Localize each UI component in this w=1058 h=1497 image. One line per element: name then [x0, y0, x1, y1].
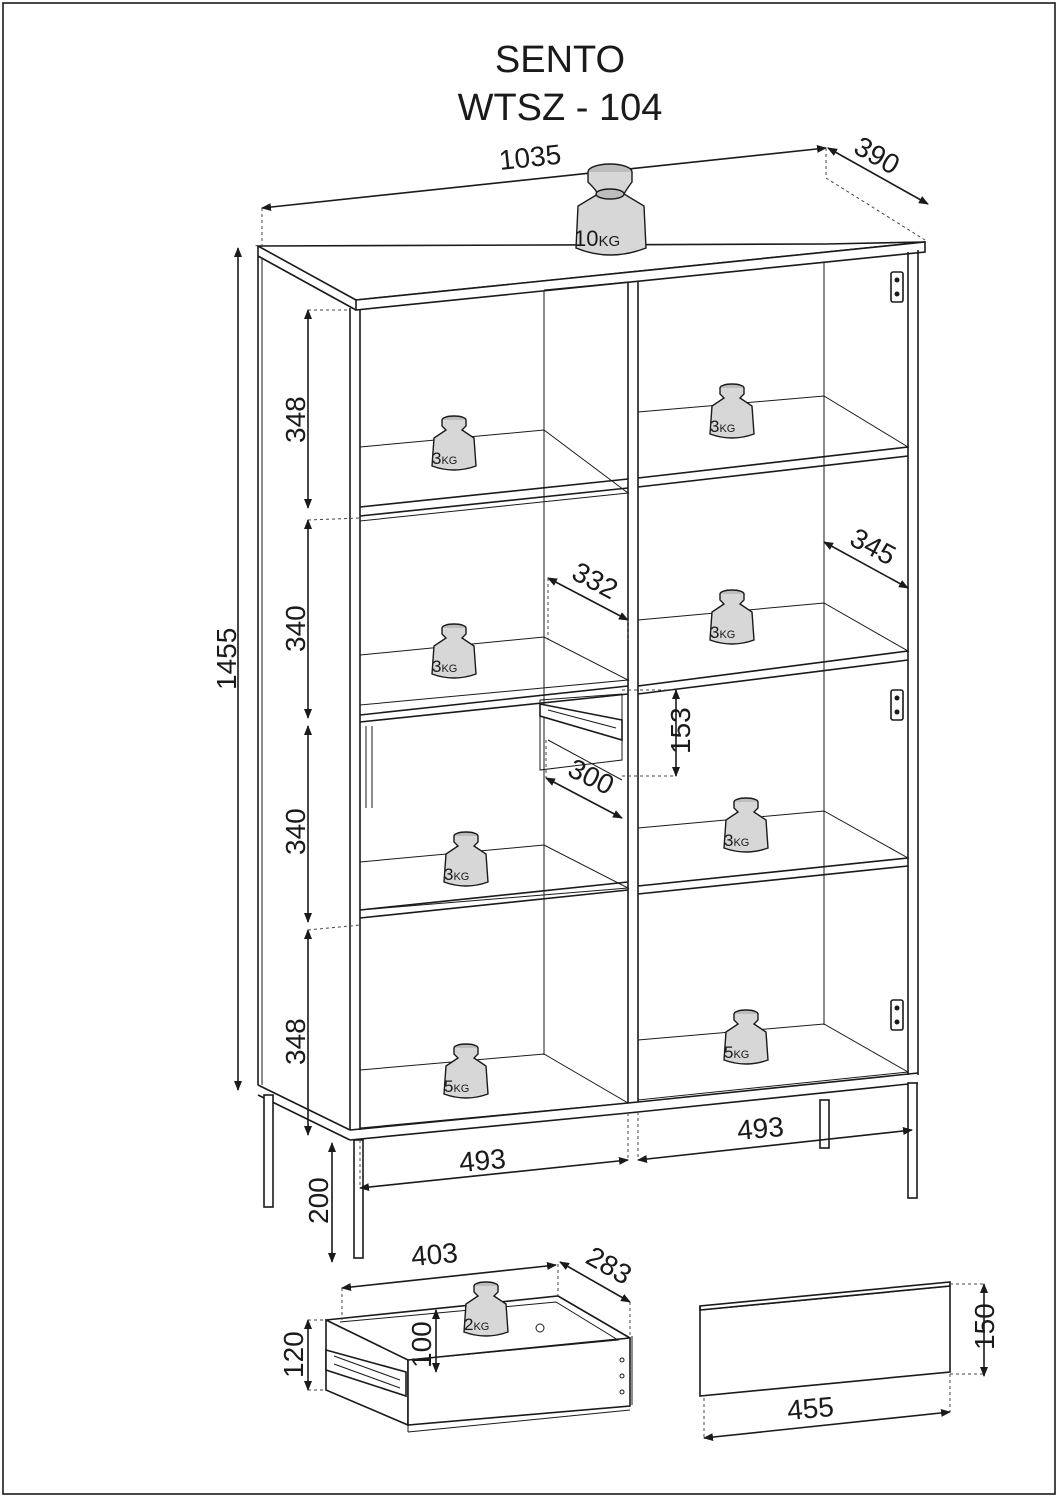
shelf-right-2 — [638, 603, 908, 686]
dim-shelf-depth-right: 345 — [845, 521, 901, 572]
svg-text:3KG: 3KG — [710, 417, 736, 436]
svg-text:5KG: 5KG — [724, 1043, 750, 1062]
hinge-icon — [891, 690, 903, 720]
dim-front-width: 455 — [785, 1391, 836, 1426]
dim-drawer-opening-height: 153 — [665, 707, 696, 754]
hinge-icon — [891, 1000, 903, 1030]
drawer-front — [700, 1282, 950, 1396]
hinge-icon — [891, 272, 903, 302]
svg-text:3KG: 3KG — [432, 449, 458, 468]
svg-text:2KG: 2KG — [464, 1315, 490, 1334]
dim-height: 1455 — [211, 627, 242, 690]
shelf-right-1 — [638, 396, 908, 478]
svg-text:3KG: 3KG — [710, 623, 736, 642]
dim-shelf-height-3: 340 — [280, 808, 311, 855]
dim-compartment-width-right: 493 — [735, 1111, 786, 1146]
svg-text:3KG: 3KG — [432, 657, 458, 676]
dim-drawer-depth: 283 — [581, 1240, 637, 1291]
dim-leg-height: 200 — [303, 1177, 334, 1224]
svg-text:10KG: 10KG — [574, 226, 621, 251]
weight-icon — [724, 1010, 768, 1064]
weight-icon — [710, 384, 754, 438]
weight-icon — [444, 1044, 488, 1098]
weight-icon — [464, 1282, 508, 1336]
shelf-right-3 — [638, 811, 908, 886]
dim-shelf-height-4: 348 — [280, 1018, 311, 1065]
dim-shelf-depth: 332 — [567, 555, 623, 606]
dim-depth: 390 — [849, 130, 905, 181]
weight-icon — [432, 416, 476, 470]
shelf-left-1 — [360, 430, 628, 521]
dim-drawer-height-outer: 120 — [278, 1331, 309, 1378]
page-border — [3, 3, 1055, 1494]
dim-width: 1035 — [497, 138, 563, 176]
dim-shelf-height-2: 340 — [280, 605, 311, 652]
drawer-slide-icon — [540, 704, 622, 740]
weight-icon — [724, 798, 768, 852]
weight-icon — [710, 590, 754, 644]
product-code: WTSZ - 104 — [457, 87, 663, 129]
svg-text:3KG: 3KG — [724, 831, 750, 850]
svg-text:5KG: 5KG — [444, 1077, 470, 1096]
cabinet — [258, 242, 925, 1258]
weight-icon — [574, 164, 646, 255]
dim-front-height: 150 — [969, 1303, 1000, 1350]
svg-text:3KG: 3KG — [444, 865, 470, 884]
legs — [264, 1083, 917, 1258]
product-name: SENTO — [494, 39, 626, 81]
weight-icon — [444, 832, 488, 886]
weight-icon — [432, 624, 476, 678]
shelf-left-2 — [360, 637, 628, 705]
dim-drawer-width: 403 — [409, 1237, 460, 1272]
dim-drawer-height-inner: 100 — [406, 1321, 437, 1368]
weight-value: 10 — [574, 226, 599, 251]
dim-drawer-opening-depth: 300 — [563, 752, 619, 801]
shelf-left-3 — [360, 845, 628, 910]
dim-compartment-width-left: 493 — [457, 1143, 508, 1178]
dim-shelf-height-1: 348 — [280, 396, 311, 443]
